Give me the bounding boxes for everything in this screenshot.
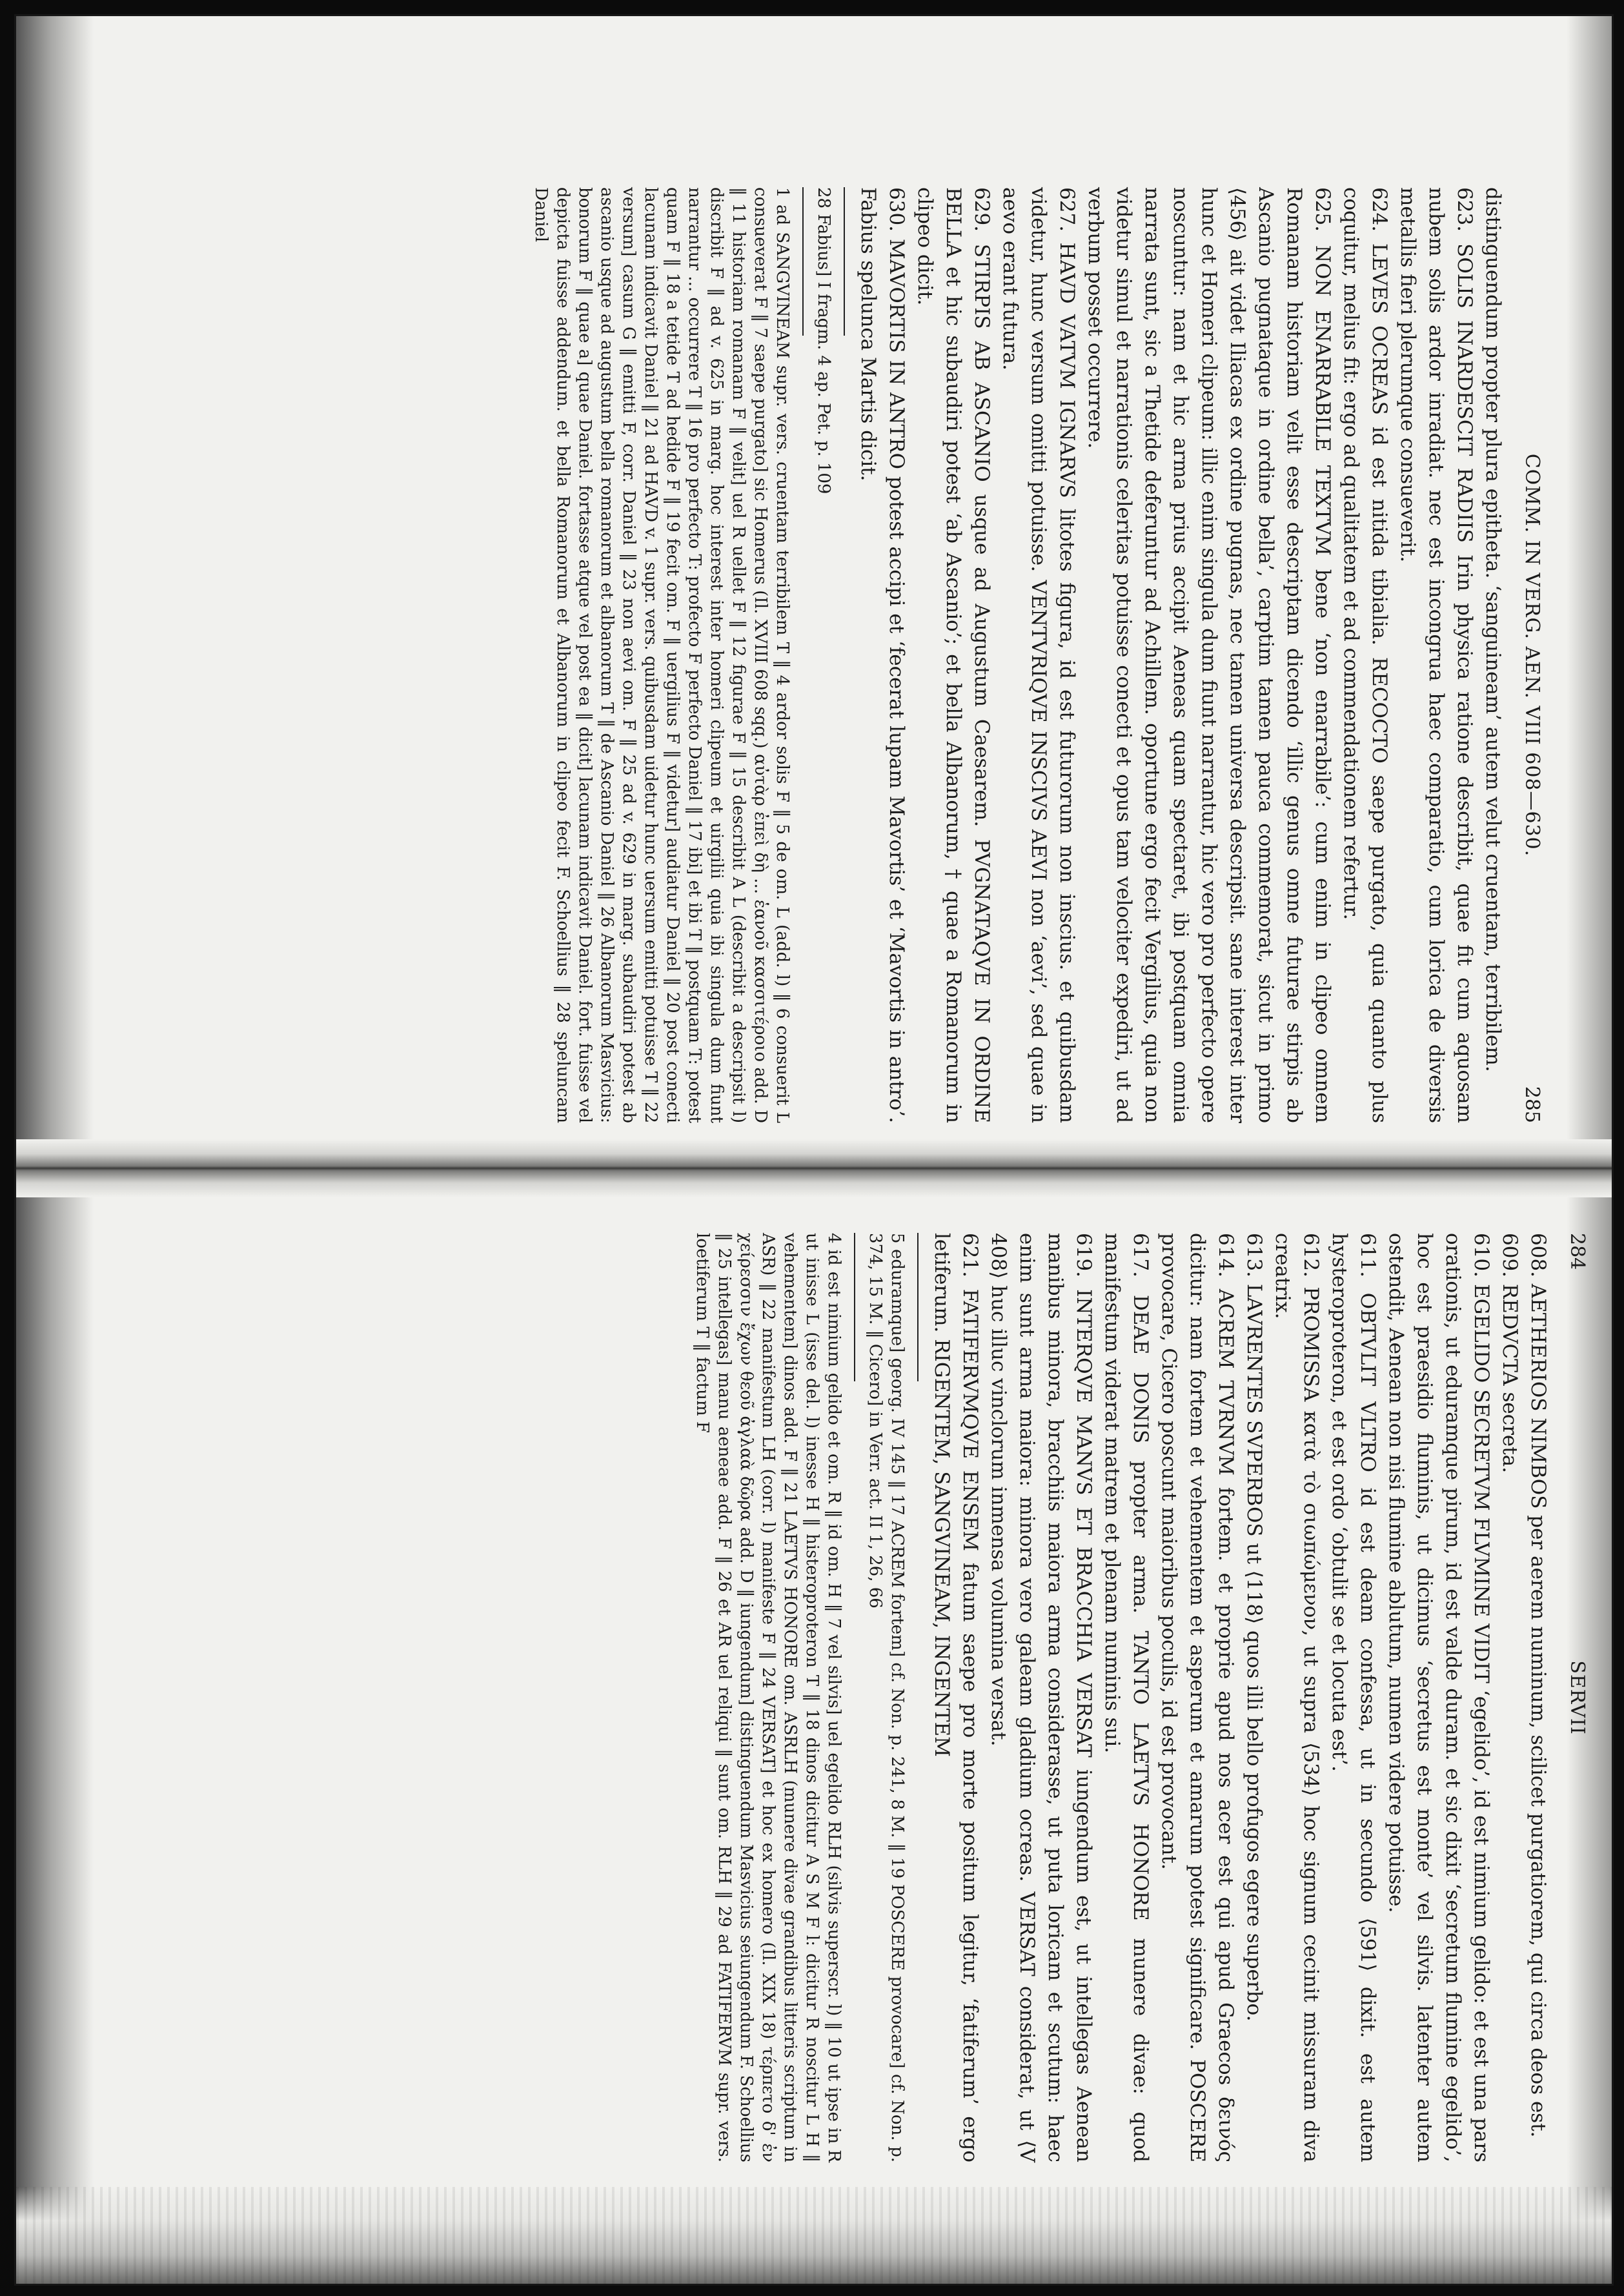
critical-apparatus: 1 ad SANGVINEAM supr. vers. cruentam terribilem T ‖ 4 ardor solis F ‖ 5 de om. L (add. l) ‖ 6 consuerit L consueverat F ‖ 7 saepe purgato] sic Homerus (Il. XVIII 608 sqq.) αὐτὰρ ἐπεὶ δὴ ... ἑανοῦ κασσιτέροιο add. D ‖ 11 historiam romanam F ‖ velit] uel R uellet F ‖ 12 figurae F ‖ 15 describit A L (describit a descripsit l) discribit F ‖ ad v. 625 in marg. hoc interest inter homeri clipeum et uirgilii quia ibi singula dum fiunt narrantur ... occurrere T ‖ 16 pro perfecto T: profecto F perfecto Daniel ‖ 17 ibi] et ibi T ‖ postquam T: potest quam F ‖ 18 a tetide T ad hedide F ‖ 19 fecit om. F ‖ uergilius F ‖ videtur] audiatur Daniel ‖ 20 post conecti lacunam indicavit Daniel ‖ 21 ad HAVD v. 1 supr. vers. quibusdam uidetur hunc uersum emitti potuisse T ‖ 22 versum] casum G ‖ emitti F, corr. Daniel ‖ 23 non aevi om. F ‖ 25 ad v. 629 in marg. subaudiri potest ab ascanio usque ad augustum bella romanorum et albanorum T ‖ de Ascanio Daniel ‖ 26 Albanorum Masvicius: bonorum F ‖ quae a] quae Daniel. fortasse atque vel post ea ‖ dicit] lacunam indicavit Daniel. fort. fuisse vel depicta fuisse addendum. et bella Romanorum et Albanorum in clipeo fecit F. Schoellius ‖ 28 speluncam Daniel <box>531 187 792 1123</box>
scanned-book-spread <box>14 14 1614 2286</box>
footnotes <box>530 187 835 1123</box>
commentary-paragraph: 619. INTERQVE MANVS ET BRACCHIA VERSAT iungendum est, ut intellegas Aenean manibus minora, bracchiis maiora arma considerasse, ut puta loricam et scutum: haec enim sunt arma maiora: minora vero galeam gladium ocreas. VERSAT considerat, ut ⟨V 408⟩ huc illuc vinclorum inmensa volumina versat. <box>987 1233 1095 2162</box>
commentary-paragraph: 630. MAVORTIS IN ANTRO potest accipi et ‘fecerat lupam Mavortis’ et ‘Mavortis in antro’. Fabius spelunca Martis dicit. <box>857 187 908 1123</box>
footnote-rule <box>802 187 804 336</box>
commentary-text <box>928 1233 1552 2162</box>
critical-apparatus: 4 id est nimium gelido et om. R ‖ id om. H ‖ 7 vel silvis] uel egelido RLH (silvis superscr. l) ‖ 10 ut ipse in R ut inisse L (isse del. l) inesse H ‖ histeroproteron T ‖ 18 dinos dicitur A S M F l: dicitur R noscitur L H ‖ vehementem] dinos add. F ‖ 21 LAETVS HONORE om. ASRLH (munere divae grandibus litteris scriptum in ASR) ‖ 22 manifestum LH (corr. l) manifeste F ‖ 24 VERSAT] et hoc ex homero (Il. XIX 18) τέρπετο δ' ἐν χείρεσσιν ἔχων θεοῦ ἀγλαὰ δῶρα add. D ‖ iungendum] distinguendum Masvicius seiungendum F. Schoellius ‖ 25 intellegas] manu aeneae add. F ‖ 26 et AR uel reliqui ‖ sunt om. RLH ‖ 29 ad FATIFERVM supr. vers. loetiferum T ‖ factum F <box>693 1233 844 2162</box>
commentary-paragraph: 625. NON ENARRABILE TEXTVM bene ‘non enarrabile’: cum enim in clipeo omnem Romanam historiam velit esse descriptam dicendo ‘illic genus omne futurae stirpis ab Ascanio pugnataque in ordine bella’, carptim tamen pauca commemorat, sicut in primo ⟨456⟩ ait videt Iliacas ex ordine pugnas, nec tamen universa descripsit. sane interest inter hunc et Homeri clipeum: illic enim singula dum fiunt narrantur, hic vero pro perfecto opere noscuntur: nam et hic arma prius accipit Aeneas quam spectaret, ibi postquam omnia narrata sunt, sic a Thetide deferuntur ad Achillem. oportune ergo fecit Vergilius, quia non videtur simul et narrationis celeritas potuisse conecti et opus tam velociter expediri, ut ad verbum posset occurrere. <box>1084 187 1334 1123</box>
commentary-paragraph: 621. FATIFERVMQVE ENSEM fatum saepe pro morte positum legitur, ‘fatiferum’ ergo letiferum. RIGENTEM, SANGVINEAM, INGENTEM <box>930 1233 982 2162</box>
book-fore-edge <box>16 2187 1612 2284</box>
commentary-text <box>854 187 1507 1123</box>
page-number: 284 <box>1566 1233 1588 1270</box>
commentary-paragraph: 614. ACREM TVRNVM fortem. et proprie apud nos acer est qui apud Graecos δεινός dicitur: nam fortem et vehementem et asperum et amarum potest significare. POSCERE provocare, Cicero poscunt maioribus poculis, id est provocant. <box>1157 1233 1237 2162</box>
page-284 <box>103 1233 1591 2162</box>
commentary-paragraph: 609. REDVCTA secreta. <box>1498 1233 1521 1474</box>
running-title: COMM. IN VERG. AEN. VIII 608—630. <box>1521 453 1543 857</box>
commentary-paragraph: 617. DEAE DONIS propter arma. TANTO LAETVS HONORE munere divae: quod manifestum viderat matrem et plenam numinis sui. <box>1101 1233 1152 2162</box>
commentary-paragraph: 623. SOLIS INARDESCIT RADIIS Irin physica ratione describit, quae fit cum aquosam nubem solis ardor inradiat. nec est incongrua haec comparatio, cum lorica de diversis metallis fieri plerumque consueverit. <box>1396 187 1476 1123</box>
source-note: 5 eduramque] georg. IV 145 ‖ 17 ACREM fortem] cf. Non. p. 241, 8 M. ‖ 19 POSCERE provocare] cf. Non. p. 374, 15 M. ‖ Cicero] in Verr. act. II 1, 26, 66 <box>866 1233 907 2162</box>
page-header <box>1511 187 1546 1123</box>
commentary-paragraph: 627. HAVD VATVM IGNARVS litotes figura, id est futurorum non inscius. et quibusdam videtur, hunc versum omitti potuisse. VENTVRIQVE INSCIVS AEVI non ‘aevi’, sed quae in aevo erant futura. <box>999 187 1079 1123</box>
page-number: 285 <box>1521 1086 1543 1123</box>
footnotes <box>691 1233 908 2162</box>
commentary-paragraph: 624. LEVES OCREAS id est nitida tibialia. RECOCTO saepe purgato, quia quanto plus coquitur, melius fit: ergo ad qualitatem et ad commendationem refertur. <box>1339 187 1391 1123</box>
footnote-rule <box>854 1233 855 1381</box>
page-header <box>1556 1233 1591 2162</box>
source-note: 28 Fabius] I fragm. 4 ap. Pet. p. 109 <box>814 187 833 494</box>
commentary-paragraph: 613. LAVRENTES SVPERBOS ut ⟨118⟩ quos illi bello profugos egere superbo. <box>1243 1233 1266 2022</box>
commentary-paragraph: distinguendum propter plura epitheta. ‘sanguineam’ autem velut cruentam, terribilem. <box>1481 187 1505 1072</box>
footnote-rule <box>844 187 845 336</box>
footnote-rule <box>917 1233 919 1381</box>
commentary-paragraph: 612. PROMISSA κατὰ τὸ σιωπώμενον, ut supra ⟨534⟩ hoc signum cecinit missuram diva creatrix. <box>1271 1233 1323 2162</box>
page-285 <box>107 187 1546 1123</box>
commentary-paragraph: 608. AETHERIOS NIMBOS per aerem numinum, scilicet purgatiorem, qui circa deos est. <box>1527 1233 1550 2138</box>
commentary-paragraph: 611. OBTVLIT VLTRO id est deam confessa, ut in secundo ⟨591⟩ dixit. est autem hysteroproteron, et est ordo ‘obtulit se et locuta est’. <box>1328 1233 1379 2162</box>
commentary-paragraph: 629. STIRPIS AB ASCANIO usque ad Augustum Caesarem. PVGNATAQVE IN ORDINE BELLA et hic subaudiri potest ‘ab Ascanio’; et bella Albanorum, † quae a Romanorum in clipeo dicit. <box>913 187 993 1123</box>
commentary-paragraph: 610. EGELIDO SECRETVM FLVMINE VIDIT ‘egelido’, id est nimium gelido: et est una pars orationis, ut eduramque pirum, id est valde duram. et sic dixit ‘secretum flumine egelido’, hoc est praesidio fluminis, ut dicimus ‘secretus est monte’ vel silvis. latenter autem ostendit, Aenean non nisi flumine ablutum, numen videre potuisse. <box>1385 1233 1493 2162</box>
book-spine-gutter <box>16 1139 1612 1197</box>
running-title: SERVII <box>1566 1660 1588 1735</box>
